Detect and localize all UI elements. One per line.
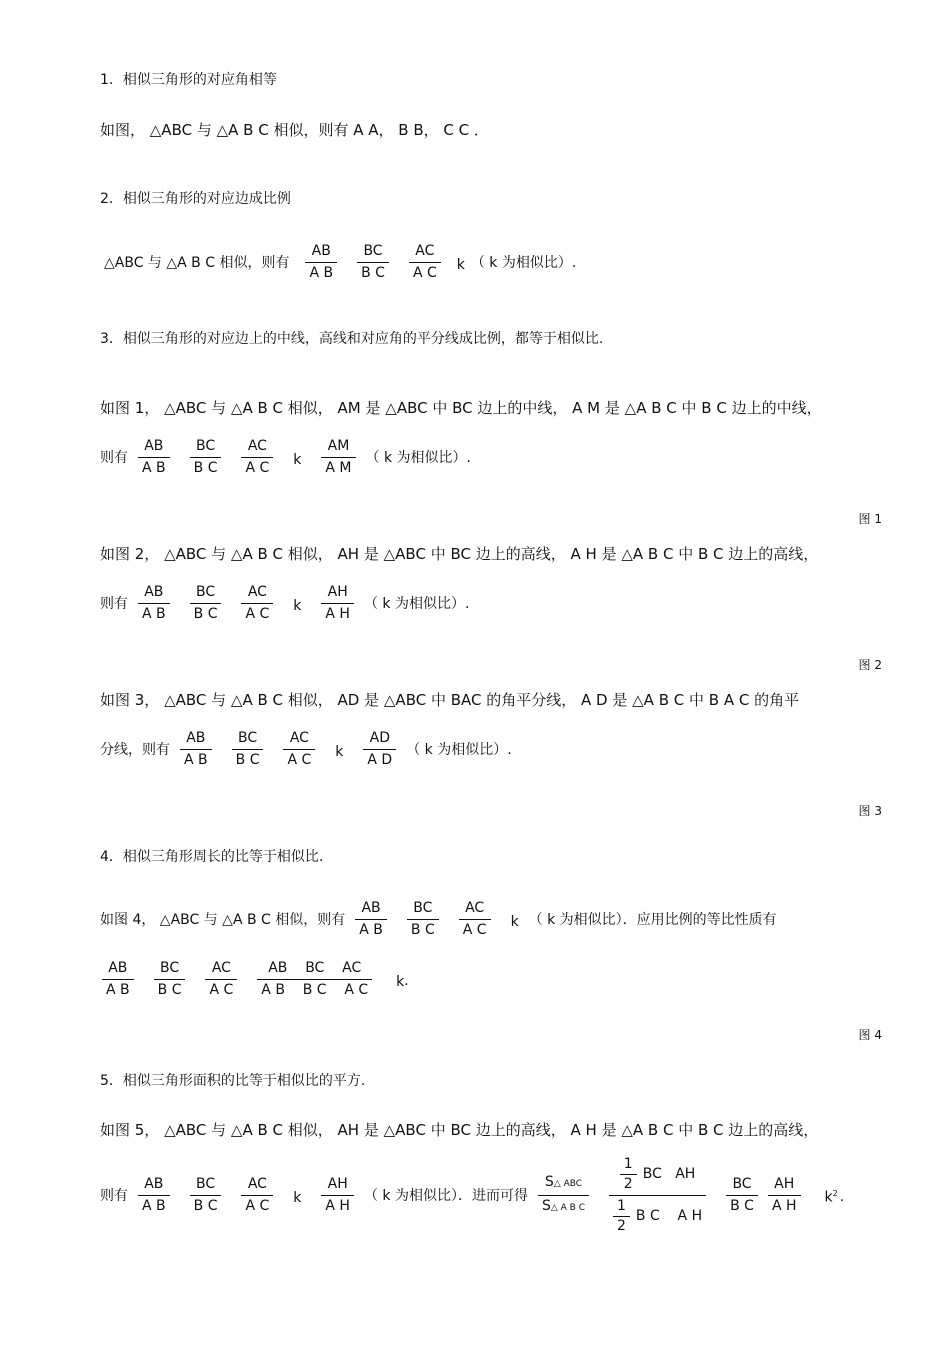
section-2-formula <box>104 240 576 284</box>
formula-lead: △ABC 与 △A B C 相似，则有 <box>104 255 290 271</box>
section-1-statement: 如图， △ABC 与 △A B C 相似，则有 A A， B B， C C ． <box>100 121 489 139</box>
ratio-bc: $\frac{BC}{\text{B C}}$ <box>407 900 439 939</box>
ratio-k: k <box>456 257 465 273</box>
ratio-bc-final: $\frac{BC}{\text{B C}}$ <box>726 1176 758 1215</box>
formula-lead: 则有 <box>100 1188 128 1204</box>
k-squared: $k^2$ <box>824 1188 838 1206</box>
ratio-ah: $\frac{AH}{\text{A H}}$ <box>321 584 354 623</box>
figure-2-label: 图 2 <box>858 658 882 672</box>
formula-tail: （ k 为相似比）. <box>406 742 512 758</box>
formula-tail: （ k 为相似比）．应用比例的等比性质有 <box>528 912 777 928</box>
ratio-bc: $\frac{BC}{\text{B C}}$ <box>357 243 389 282</box>
section-5-heading: 5．相似三角形面积的比等于相似比的平方. <box>100 1073 366 1089</box>
ratio-ab: $\frac{AB}{\text{A B}}$ <box>180 730 212 769</box>
fig3-statement: 如图 3， △ABC 与 △A B C 相似， AD 是 △ABC 中 BAC 的角平分线， A D 是 △A B C 中 B A C 的角平 <box>100 691 800 709</box>
ratio-bc: $\frac{BC}{\text{B C}}$ <box>190 584 222 623</box>
formula-tail: （ k 为相似比）. <box>365 450 471 466</box>
ratio-k: k <box>293 1190 302 1206</box>
half-fraction-bottom: $\frac{1}{2}$ <box>613 1199 630 1234</box>
ratio-ac: $\frac{AC}{\text{A C}}$ <box>241 438 273 477</box>
ratio-k: k <box>293 452 302 468</box>
ratio-ab: $\frac{AB}{\text{A B}}$ <box>355 900 387 939</box>
ratio-ab: $\frac{AB}{\text{A B}}$ <box>102 960 134 999</box>
area-ratio: $\frac{\text{S△ ABC}}{\text{S△ A B C}}$ <box>538 1174 589 1217</box>
section-2-heading: 2．相似三角形的对应边成比例 <box>100 191 291 207</box>
figure-4-label: 图 4 <box>858 1028 882 1042</box>
section-1-heading: 1．相似三角形的对应角相等 <box>100 72 277 88</box>
formula-tail: （ k 为相似比）. <box>363 596 470 612</box>
fig5-statement: 如图 5， △ABC 与 △A B C 相似， AH 是 △ABC 中 BC 边上的高线， A H 是 △A B C 中 B C 边上的高线， <box>100 1121 819 1139</box>
ratio-ac: $\frac{AC}{\text{A C}}$ <box>283 730 315 769</box>
formula-tail: （ k 为相似比）. <box>470 255 577 271</box>
fig3-formula <box>100 727 512 771</box>
ratio-ac: $\frac{AC}{\text{A C}}$ <box>241 1176 273 1215</box>
fig2-statement: 如图 2， △ABC 与 △A B C 相似， AH 是 △ABC 中 BC 边上的高线， A H 是 △A B C 中 B C 边上的高线， <box>100 545 819 563</box>
ratio-k: k <box>293 598 302 614</box>
fig2-formula <box>100 581 469 625</box>
ratio-ah: $\frac{AH}{\text{A H}}$ <box>321 1176 354 1215</box>
ratio-k: k <box>510 914 519 930</box>
ratio-k: k <box>335 744 344 760</box>
ratio-ab: $\frac{AB}{\text{A B}}$ <box>138 438 170 477</box>
figure-3-label: 图 3 <box>858 804 882 818</box>
half-fraction-top: $\frac{1}{2}$ <box>620 1157 637 1192</box>
fig5-formula <box>100 1155 845 1234</box>
section-3-heading: 3．相似三角形的对应边上的中线，高线和对应角的平分线成比例，都等于相似比. <box>100 331 604 347</box>
formula-end: . <box>404 973 409 989</box>
ratio-ab: $\frac{AB}{\text{A B}}$ <box>305 243 337 282</box>
ratio-bc: $\frac{BC}{\text{B C}}$ <box>154 960 186 999</box>
ratio-ac: $\frac{AC}{\text{A C}}$ <box>459 900 491 939</box>
fig4-formula <box>100 897 777 941</box>
ratio-ac: $\frac{AC}{\text{A C}}$ <box>241 584 273 623</box>
formula-end: . <box>839 1189 845 1205</box>
formula-lead: 分线，则有 <box>100 742 170 758</box>
formula-lead: 如图 4， △ABC 与 △A B C 相似，则有 <box>100 912 346 928</box>
ratio-k: k <box>396 974 405 990</box>
ratio-bc: $\frac{BC}{\text{B C}}$ <box>232 730 264 769</box>
ratio-bc: $\frac{BC}{\text{B C}}$ <box>190 1176 222 1215</box>
ratio-am: $\frac{AM}{\text{A M}}$ <box>321 438 355 477</box>
ratio-ah-final: $\frac{AH}{\text{A H}}$ <box>768 1176 801 1215</box>
figure-1-label: 图 1 <box>858 512 882 526</box>
ratio-ac: $\frac{AC}{\text{A C}}$ <box>205 960 237 999</box>
formula-tail: （ k 为相似比）．进而可得 <box>363 1188 528 1204</box>
section-4-heading: 4．相似三角形周长的比等于相似比. <box>100 849 324 865</box>
ratio-ab: $\frac{AB}{\text{A B}}$ <box>138 1176 170 1215</box>
ratio-perimeter-sum: $\frac{\text{AB BC AC}}{\text{A B B C A C}}$ <box>257 960 372 999</box>
fig4-perimeter-formula <box>102 957 409 1001</box>
half-base-height-ratio: $\frac{1}{2}$ BC AH $\frac{1}{2}$ B C A H <box>609 1157 706 1234</box>
formula-lead: 则有 <box>100 596 128 612</box>
ratio-bc: $\frac{BC}{\text{B C}}$ <box>190 438 222 477</box>
formula-lead: 则有 <box>100 450 128 466</box>
ratio-ab: $\frac{AB}{\text{A B}}$ <box>138 584 170 623</box>
ratio-ad: $\frac{AD}{\text{A D}}$ <box>363 730 396 769</box>
ratio-ac: $\frac{AC}{\text{A C}}$ <box>409 243 441 282</box>
fig1-statement: 如图 1， △ABC 与 △A B C 相似， AM 是 △ABC 中 BC 边上的中线， A M 是 △A B C 中 B C 边上的中线， <box>100 399 822 417</box>
fig1-formula <box>100 435 471 479</box>
